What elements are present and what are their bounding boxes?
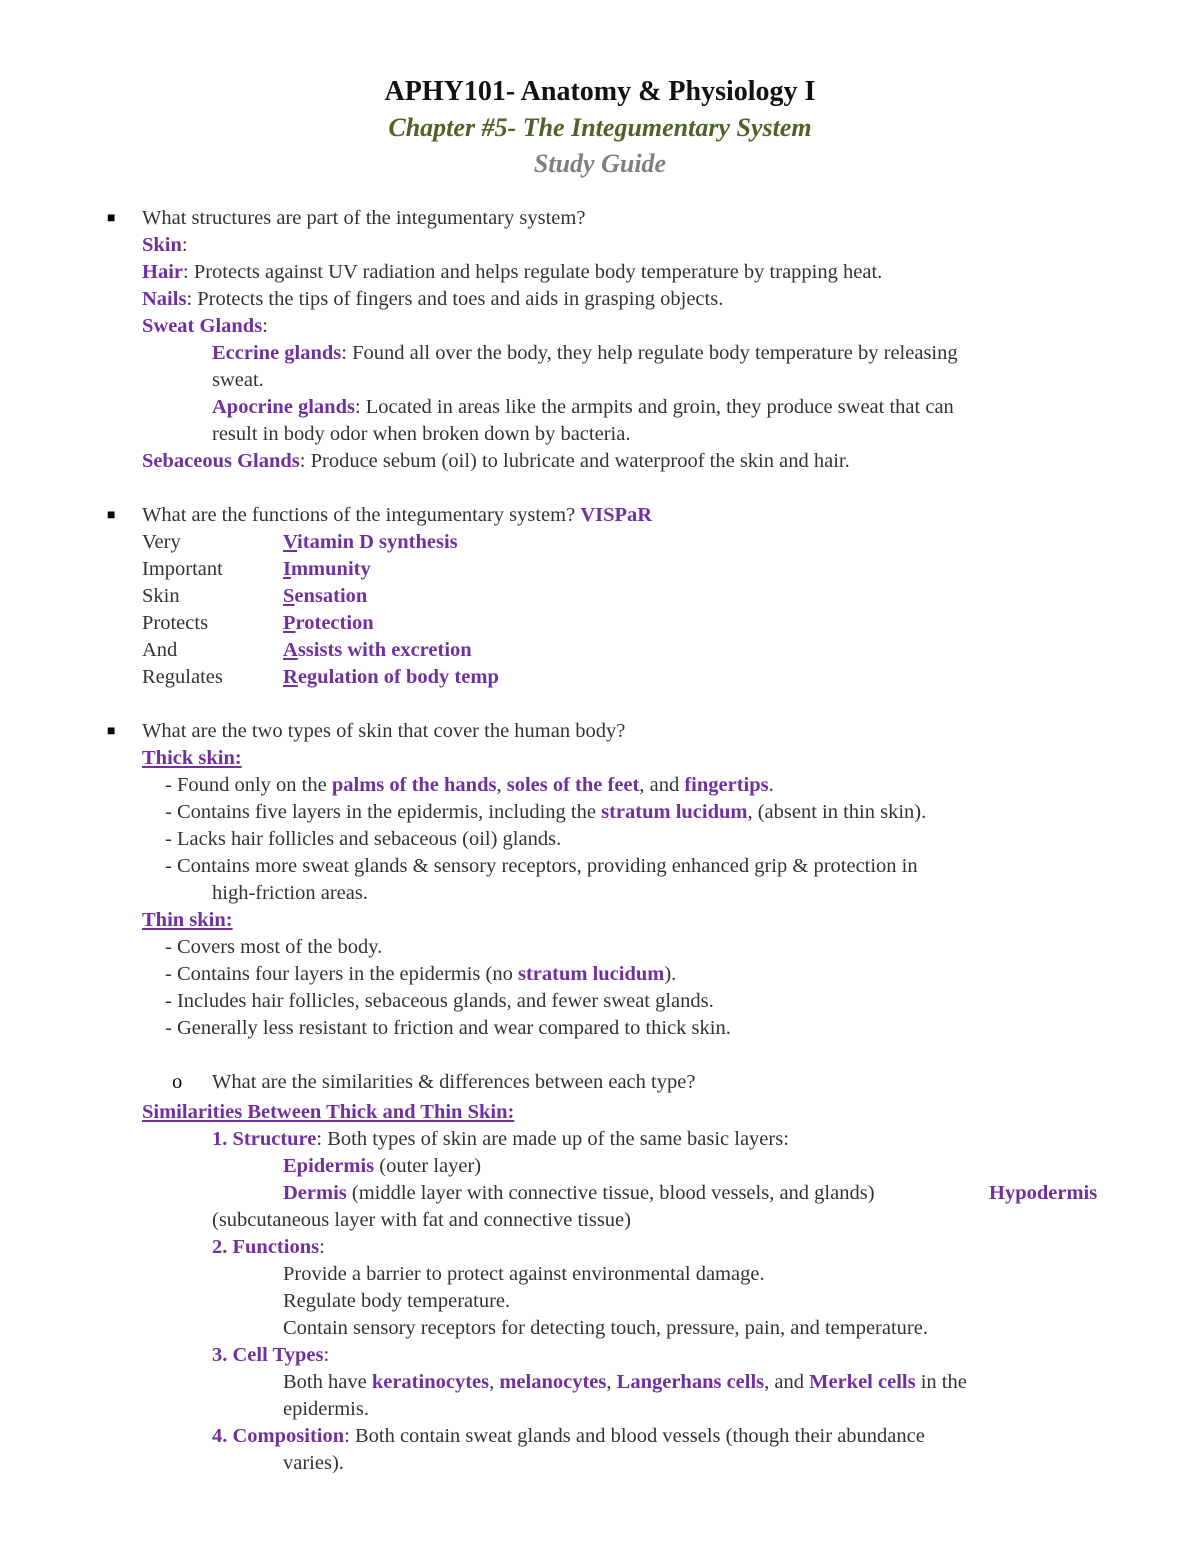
thick-skin-item: - Contains five layers in the epidermis, including the stratum lucidum, (absent in thin skin).: [165, 801, 927, 823]
question-2: ■ What are the functions of the integumentary system? VISPaR: [0, 502, 1200, 529]
structure-line: 1. Structure: Both types of skin are made up of the same basic layers:: [212, 1128, 789, 1150]
skin-line: Skin:: [142, 234, 188, 256]
course-title: APHY101- Anatomy & Physiology I: [384, 76, 816, 107]
cell-types-item-cont: epidermis.: [283, 1398, 369, 1420]
circle-bullet-icon: o: [172, 1071, 183, 1093]
thick-skin-heading: Thick skin:: [142, 747, 242, 769]
thick-skin-item-cont: high-friction areas.: [212, 882, 368, 904]
function-item: Provide a barrier to protect against environmental damage.: [283, 1263, 765, 1285]
mnemonic-row: Regulates Regulation of body temp: [142, 666, 499, 688]
cell-types-item: Both have keratinocytes, melanocytes, Langerhans cells, and Merkel cells in the: [283, 1371, 967, 1393]
document-body: [0, 205, 1200, 1477]
functions-line: 2. Functions:: [212, 1236, 325, 1258]
function-item: Regulate body temperature.: [283, 1290, 511, 1312]
sebaceous-line: Sebaceous Glands: Produce sebum (oil) to lubricate and waterproof the skin and hair.: [142, 450, 850, 472]
thin-skin-item: - Contains four layers in the epidermis (no stratum lucidum).: [165, 963, 677, 985]
thick-skin-item: - Contains more sweat glands & sensory receptors, providing enhanced grip & protection in: [165, 855, 918, 877]
square-bullet-icon: ■: [107, 211, 116, 226]
sweat-glands-line: Sweat Glands:: [142, 315, 268, 337]
mnemonic-row: Very Vitamin D synthesis: [142, 531, 458, 553]
nails-line: Nails: Protects the tips of fingers and toes and aids in grasping objects.: [142, 288, 724, 310]
square-bullet-icon: ■: [107, 724, 116, 739]
epidermis-line: Epidermis (outer layer): [283, 1155, 482, 1177]
subtitle: Study Guide: [533, 149, 667, 178]
thin-skin-heading: Thin skin:: [142, 909, 233, 931]
mnemonic-row: Protects Protection: [142, 612, 374, 634]
thin-skin-item: - Generally less resistant to friction and wear compared to thick skin.: [165, 1017, 731, 1039]
thick-skin-item: - Lacks hair follicles and sebaceous (oil) glands.: [165, 828, 562, 850]
mnemonic-row: Important Immunity: [142, 558, 371, 580]
hair-line: Hair: Protects against UV radiation and helps regulate body temperature by trapping heat.: [142, 261, 883, 283]
dermis-line: Dermis (middle layer with connective tissue, blood vessels, and glands) Hypodermis: [283, 1182, 1098, 1204]
eccrine-line-cont: sweat.: [212, 369, 264, 391]
mnemonic-row: Skin Sensation: [142, 585, 368, 607]
square-bullet-icon: ■: [107, 508, 116, 523]
composition-line-cont: varies).: [283, 1452, 344, 1474]
eccrine-line: Eccrine glands: Found all over the body, they help regulate body temperature by releasing: [212, 342, 958, 364]
mnemonic-row: And Assists with excretion: [142, 639, 472, 661]
function-item: Contain sensory receptors for detecting touch, pressure, pain, and temperature.: [283, 1317, 928, 1339]
thick-skin-item: - Found only on the palms of the hands, soles of the feet, and fingertips.: [165, 774, 774, 796]
question-4: o What are the similarities & differences between each type?: [0, 1069, 1200, 1096]
apocrine-line-cont: result in body odor when broken down by bacteria.: [212, 423, 631, 445]
thin-skin-item: - Covers most of the body.: [165, 936, 383, 958]
title-block: [0, 74, 1200, 182]
apocrine-line: Apocrine glands: Located in areas like the armpits and groin, they produce sweat that can: [212, 396, 954, 418]
cell-types-line: 3. Cell Types:: [212, 1344, 330, 1366]
similarities-heading: Similarities Between Thick and Thin Skin:: [142, 1101, 515, 1123]
composition-line: 4. Composition: Both contain sweat glands and blood vessels (though their abundance: [212, 1425, 925, 1447]
question-3: ■ What are the two types of skin that cover the human body?: [0, 718, 1200, 745]
hypodermis-line: (subcutaneous layer with fat and connective tissue): [212, 1209, 631, 1231]
question-1: ■ What structures are part of the integumentary system?: [0, 205, 1200, 232]
chapter-title: Chapter #5- The Integumentary System: [388, 113, 812, 142]
thin-skin-item: - Includes hair follicles, sebaceous glands, and fewer sweat glands.: [165, 990, 714, 1012]
